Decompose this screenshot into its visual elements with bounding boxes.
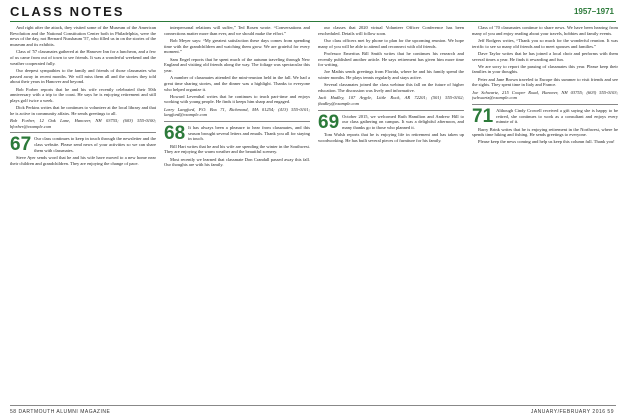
paragraph: We are sorry to report the passing of classmates this year. Please keep their families in your thoughts. (472, 63, 618, 75)
paragraph: It has always been a pleasure to hear from classmates, and this season brought several letters and emails. Thank you all for staying in touch. (188, 125, 310, 142)
class-secretary-contact: Joe Schwartz, 215 Cooper Road, Hanover, NH 03755; (603) 555-0103; jschwartz@example.com (472, 89, 618, 101)
class-section (472, 104, 618, 145)
class-secretary-contact: Larry Langford, P.O. Box 71, Richmond, MA 01254; (413) 555-0101; langford@example.com (164, 106, 310, 118)
paragraph: Several classmates joined the class webinar this fall on the future of higher education. The discussion was lively and informative. (318, 82, 464, 94)
paragraph: Professor Emeritus Bill Smith writes that he continues his research and recently published another article. He says retirement has given him more time for writing. (318, 50, 464, 68)
class-section (10, 132, 156, 166)
paragraph: Tom Walsh reports that he is enjoying life in retirement and has taken up woodworking. He has built several pieces of furniture for his family. (318, 132, 464, 143)
paragraph: Joe Mathis sends greetings from Florida, where he and his family spend the winter months. He plays tennis regularly and stays active. (318, 69, 464, 81)
paragraph: Howard Leventhal writes that he continues to teach part-time and enjoys working with young people. He finds it keeps him sharp and engaged. (164, 93, 310, 105)
paragraph: Class of '57 classmates gathered at the Hanover Inn for a luncheon, and a few of us came from out of town to see friends. It was a wonderful weekend and the weather cooperated fully. (10, 49, 156, 66)
paragraph: Dave Taylor writes that he has joined a local choir and performs with them several times a year. He finds it rewarding and fun. (472, 50, 618, 62)
paragraph: Bill Hart writes that he and his wife are spending the winter in the Southwest. They are enjoying the warm weather and the beautiful scenery. (164, 143, 310, 155)
column-4 (472, 25, 618, 399)
class-section (318, 110, 464, 144)
paragraph: Jeff Rodgers writes, “Thank you so much for the wonderful reunion. It was terrific to see so many old friends and to meet spouses and families.” (472, 37, 618, 49)
paragraph: Peter and Jane Brown traveled to Europe this summer to visit friends and see the sights. They spent time in Italy and France. (472, 76, 618, 88)
class-year-badge: 67 (10, 134, 32, 156)
class-year-badge: 69 (318, 111, 340, 133)
paragraph: Class of '70 classmates continue to share news. We have been hearing from many of you and enjoy reading about your travels, hobbies and family events. (472, 25, 618, 36)
column-1 (10, 25, 156, 399)
column-2 (164, 25, 310, 399)
paragraph: Please keep the news coming and help us keep this column full. Thank you! (478, 139, 615, 145)
paragraph: Although Cindy Crowell received a gift saying she is happy to be retired, she continues to work as a consultant and enjoys every minute of it. (496, 107, 618, 125)
column-3 (318, 25, 464, 399)
paragraph: our classes that 2020 virtual Volunteer Officer Conference has been rescheduled. Details will follow soon. (318, 25, 464, 36)
paragraph: Bob Forber reports that he and his wife recently celebrated their 50th anniversary with a trip to the coast. He says he is enjoying retirement and still plays golf twice a week. (10, 86, 156, 103)
paragraph: Our deepest sympathies to the family and friends of those classmates who passed away in recent months. We will miss them all and the stories they told about their years in Hanover and beyond. (10, 67, 156, 85)
class-secretary-contact: Bob Forber, 12 Oak Lane, Hanover, NH 03755; (603) 555-0100; bforber@example.com (10, 118, 156, 129)
paragraph: Our class officers met by phone to plan for the upcoming reunion. We hope many of you will be able to attend and reconnect with old friends. (318, 37, 464, 49)
class-secretary-contact: Jack Hadley, 107 Argyle, Little Rock, AR 72201; (501) 555-0102; jhadley@example.com (318, 95, 464, 106)
paragraph: interpersonal relations will suffer,” Ted Rosen wrote. “Conversations and connections matter more than ever, and we should make the effort.” (164, 25, 310, 36)
class-year-badge: 68 (164, 123, 186, 145)
paragraph: Our class continues to keep in touch through the newsletter and the class website. Please send news of your activities so we can share them with classmates. (34, 136, 156, 153)
paragraph: Most recently we learned that classmate Don Crandall passed away this fall. Our thoughts are with his family. (164, 156, 310, 168)
footer-left: 58 DARTMOUTH ALUMNI MAGAZINE (10, 409, 111, 415)
paragraph: October 2015, we welcomed Ruth Hamilton and Andrew Hill to our class gathering on campus. It was a delightful afternoon, and many thanks go to those who planned it. (342, 113, 464, 131)
paragraph: And right after the attack, they visited some of the Museum of the American Revolution and the National Constitution Center both in Philadelphia, were the news of the day, not Bernard Nussbaum '57, who filled us in on the stories of the museum and its exhibits. (10, 25, 156, 48)
paragraph: Dick Perkins writes that he continues to volunteer at the local library and that he is active in community affairs. He sends greetings to all. (10, 105, 156, 116)
footer-right: JANUARY/FEBRUARY 2016 59 (530, 409, 614, 415)
section-title: CLASS NOTES (10, 4, 125, 19)
paragraph: A number of classmates attended the mini-reunion held in the fall. We had a great time sharing stories, and the dinner was a highlight. Thanks to everyone who helped organize it. (164, 75, 310, 92)
header-rule (10, 21, 616, 22)
paragraph: Steve Ayer sends word that he and his wife have moved to a new home near their children and grandchildren. They are enjoying the change of pace. (10, 155, 156, 166)
year-range: 1957–1971 (573, 7, 614, 16)
footer-rule (10, 405, 616, 406)
paragraph: Barry Brink writes that he is enjoying retirement in the Northwest, where he spends time hiking and fishing. He sends greetings to everyone. (472, 126, 618, 138)
paragraph: Sam Engel reports that he spent much of the autumn traveling through New England and visiting old friends along the way. The foliage was spectacular this year. (164, 56, 310, 73)
class-year-badge: 71 (472, 105, 494, 127)
class-section (164, 121, 310, 168)
paragraph: Bob Meyer says: “My greatest satisfaction these days comes from spending time with the grandchildren and watching them grow. We are grateful for every moment.” (164, 37, 310, 55)
